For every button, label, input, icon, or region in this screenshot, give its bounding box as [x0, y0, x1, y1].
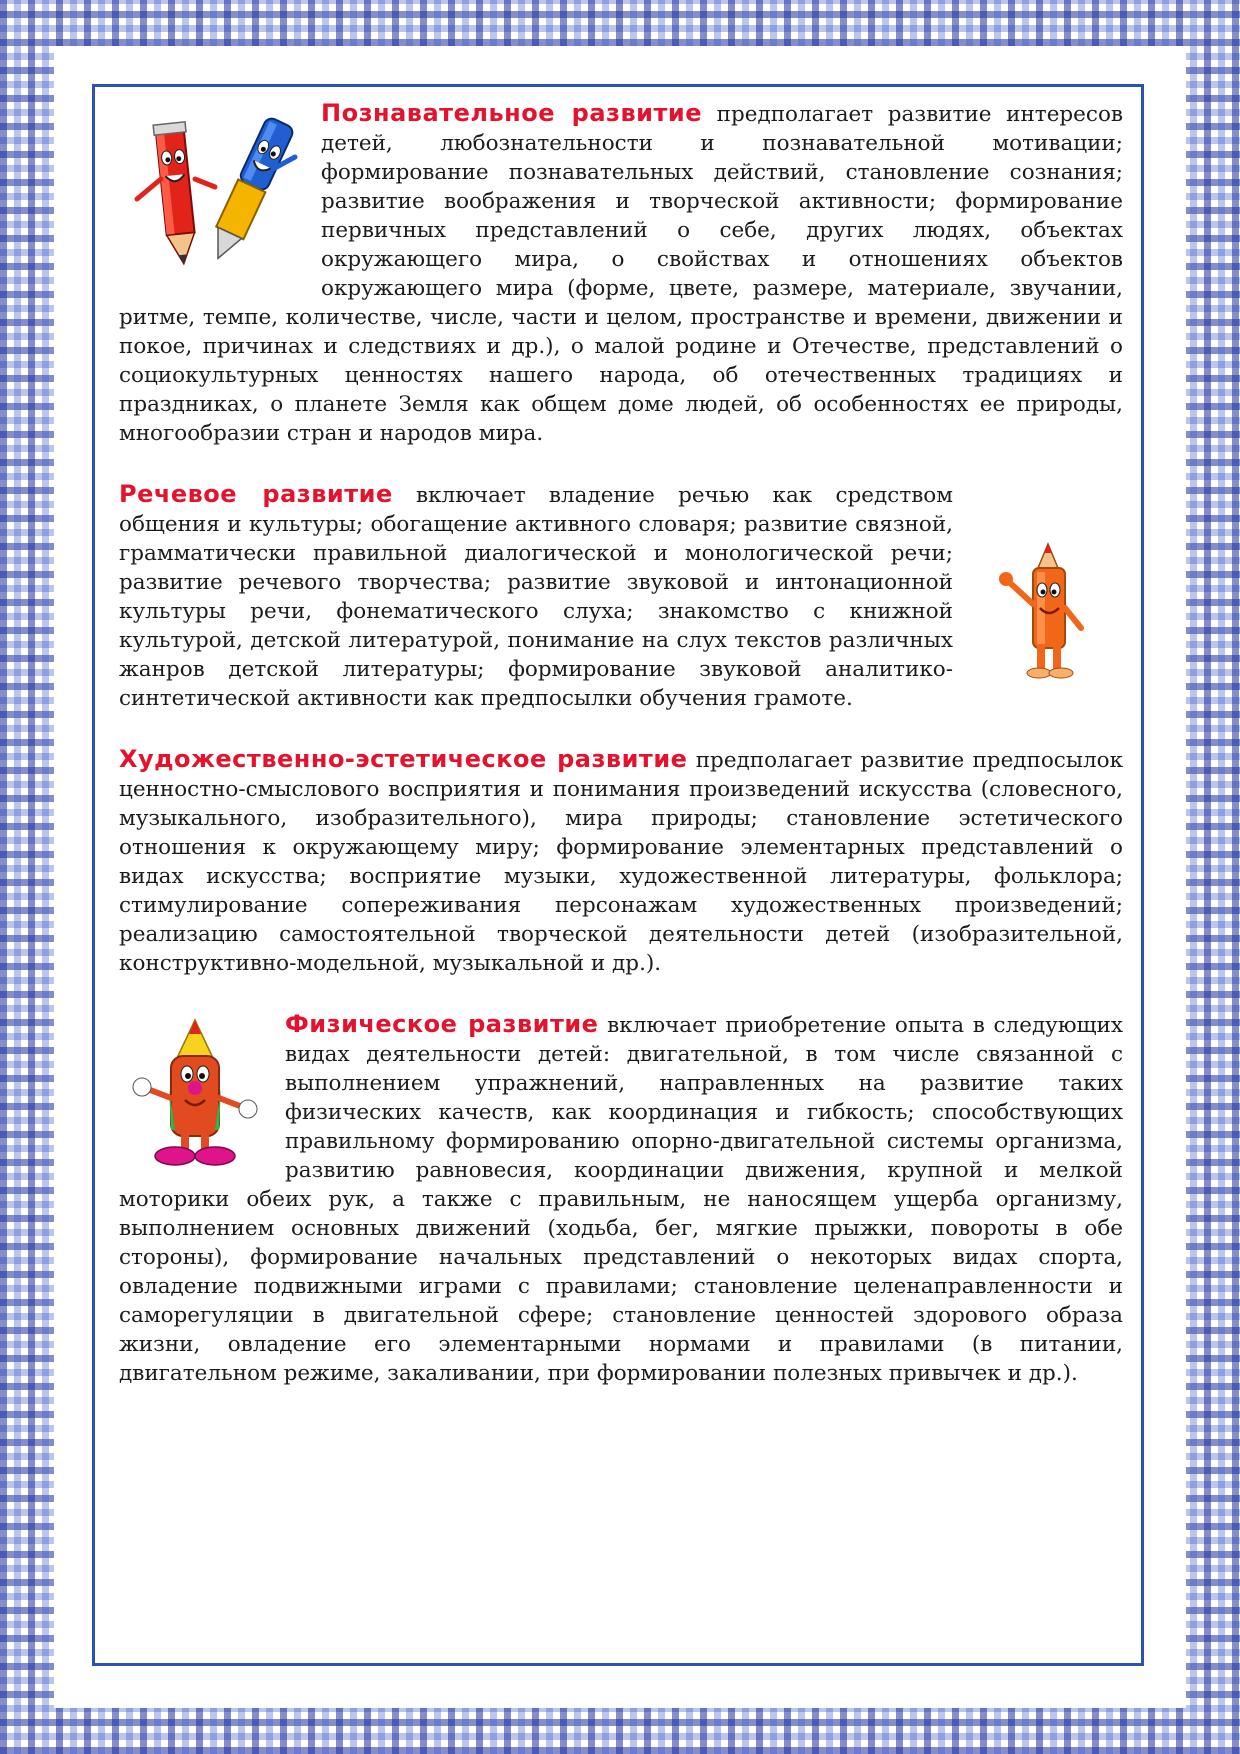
section-heading: Познавательное развитие — [321, 99, 702, 127]
section-heading: Художественно-эстетическое развитие — [119, 745, 688, 773]
waving-orange-pencil-icon — [993, 542, 1103, 682]
section-paragraph — [119, 745, 1123, 978]
section-artistic — [119, 745, 1123, 978]
page-frame — [92, 84, 1144, 1666]
section-physical — [119, 1010, 1123, 1388]
section-text: предполагает развитие предпосылок ценностно-смыслового восприятия и понимания произведений искусства (словесного, музыкального, изобразительного), мира природы; становление эстетического отношения к окружающему миру; формирование элементарных представлений о видах искусства; восприятие музыки, художественной литературы, фольклора; стимулирование сопереживания персонажам художественных произведений; реализацию самостоятельной творческой деятельности детей (изобразительной, конструктивно-модельной, музыкальной и др.). — [119, 748, 1124, 976]
clown-crayon-character-icon — [131, 1018, 259, 1168]
section-text: включает приобретение опыта в следующих видах деятельности детей: двигательной, в том числе связанной с выполнением упражнений, направленных на развитие таких физических качеств, как координация и гибкость; способствующих правильному формированию опорно-двигательной системы организма, развитию равновесия, координации движения, крупной и мелкой моторики обеих рук, а также с правильным, не наносящем ущерба организму, выполнением основных движений (ходьба, бег, мягкие прыжки, повороты в обе стороны), формирование начальных представлений о некоторых видах спорта, овладение подвижными играми с правилами; становление целенаправленности и саморегуляции в двигательной сфере; становление ценностей здорового образа жизни, овладение его элементарными нормами и правилами (в питании, двигательном режиме, закаливании, при формировании полезных привычек и др.). — [119, 1013, 1123, 1386]
section-paragraph — [119, 480, 1123, 713]
pencil-and-pen-characters-icon — [123, 109, 303, 277]
section-heading: Речевое развитие — [119, 480, 393, 508]
section-heading: Физическое развитие — [285, 1010, 599, 1038]
section-speech — [119, 480, 1123, 713]
section-text: предполагает развитие интересов детей, любознательности и познавательной мотивации; формирование познавательных действий, становление сознания; развитие воображения и творческой активности; формирование первичных представлений о себе, других людях, объектах окружающего мира, о свойствах и отношениях объектов окружающего мира (форме, цвете, размере, материале, звучании, ритме, темпе, количестве, числе, части и целом, пространстве и времени, движении и покое, причинах и следствиях и др.), о малой родине и Отечестве, представлений о социокультурных ценностях нашего народа, об отечественных традициях и праздниках, о планете Земля как общем доме людей, об особенностях ее природы, многообразии стран и народов мира. — [119, 102, 1123, 446]
section-paragraph — [119, 1010, 1123, 1388]
page-sheet — [54, 46, 1186, 1708]
article-content — [119, 99, 1123, 1420]
section-cognitive — [119, 99, 1123, 448]
section-text: включает владение речью как средством общения и культуры; обогащение активного словаря; развитие связной, грамматически правильной диалогической и монологической речи; развитие речевого творчества; развитие звуковой и интонационной культуры речи, фонематического слуха; знакомство с книжной культурой, детской литературой, понимание на слух текстов различных жанров детской литературы; формирование звуковой аналитико-синтетической активности как предпосылки обучения грамоте. — [119, 483, 953, 711]
